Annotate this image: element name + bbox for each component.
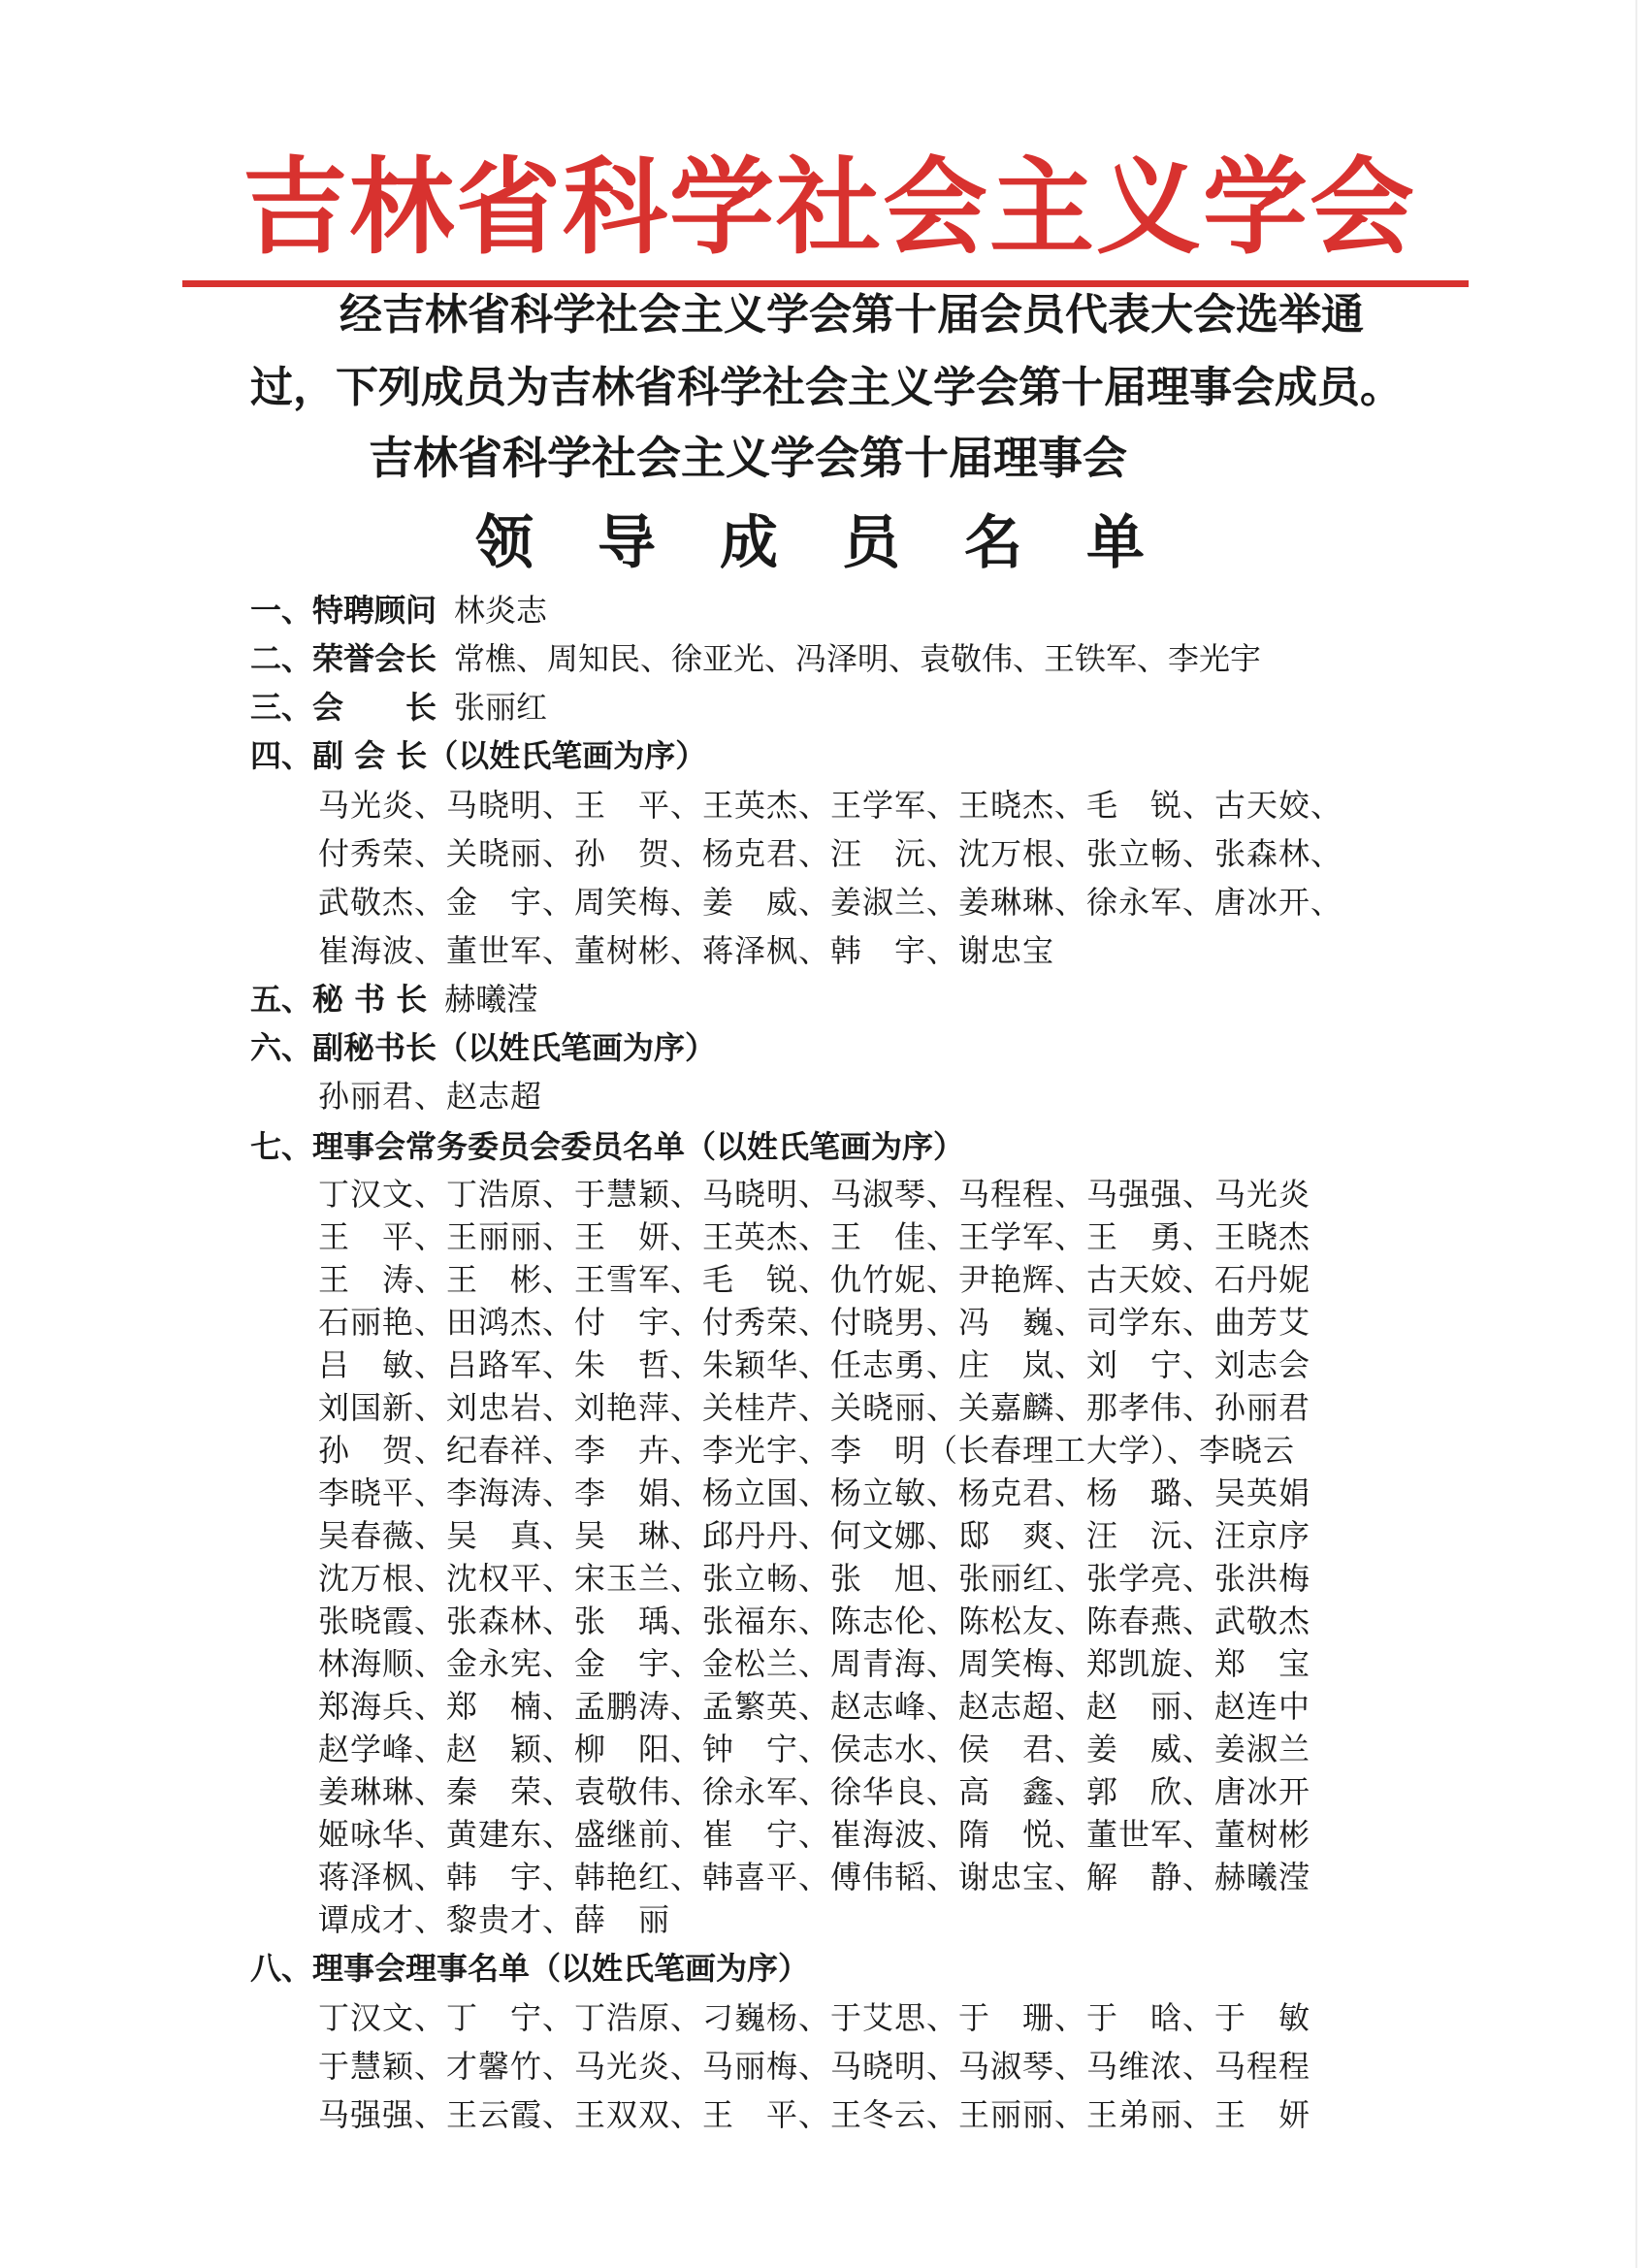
section-council-members [250, 1947, 809, 1990]
scan-edge [1635, 0, 1637, 2268]
name-list-line: 孙丽君、赵志超 [318, 1078, 543, 1115]
name-list-line: 马强强、王云霞、王双双、王 平、王冬云、王丽丽、王弟丽、王 妍 [318, 2096, 1311, 2133]
name-list-line: 张晓霞、张森林、张 瑀、张福东、陈志伦、陈松友、陈春燕、武敬杰 [318, 1603, 1311, 1639]
section-value: 常樵、周知民、徐亚光、冯泽明、袁敬伟、王铁军、李光宇 [454, 640, 1262, 677]
name-list-line: 吴春薇、吴 真、吴 琳、邱丹丹、何文娜、邸 爽、汪 沅、汪京序 [318, 1517, 1311, 1554]
name-list-line: 姜琳琳、秦 荣、袁敬伟、徐永军、徐华良、高 鑫、郭 欣、唐冰开 [318, 1773, 1311, 1810]
section-value: 赫曦滢 [444, 981, 538, 1018]
section-heading: 三、会 长 [250, 689, 437, 726]
name-list-line: 武敬杰、金 宇、周笑梅、姜 威、姜淑兰、姜琳琳、徐永军、唐冰开、 [318, 884, 1343, 921]
name-list-line: 姬咏华、黄建东、盛继前、崔 宁、崔海波、隋 悦、董世军、董树彬 [318, 1816, 1311, 1853]
name-list-line: 石丽艳、田鸿杰、付 宇、付秀荣、付晓男、冯 巍、司学东、曲芳艾 [318, 1304, 1311, 1341]
section-heading: 二、荣誉会长 [250, 640, 437, 677]
name-list-line: 孙 贺、纪春祥、李 卉、李光宇、李 明（长春理工大学）、李晓云 [318, 1432, 1296, 1469]
name-list-line: 马光炎、马晓明、王 平、王英杰、王学军、王晓杰、毛 锐、古天姣、 [318, 787, 1343, 824]
name-list-line: 蒋泽枫、韩 宇、韩艳红、韩喜平、傅伟韬、谢忠宝、解 静、赫曦滢 [318, 1859, 1311, 1895]
intro-line-1: 经吉林省科学社会主义学会第十届会员代表大会选举通 [340, 290, 1364, 340]
name-list-line: 郑海兵、郑 楠、孟鹏涛、孟繁英、赵志峰、赵志超、赵 丽、赵连中 [318, 1688, 1311, 1725]
section-honorary-president [250, 637, 1261, 680]
name-list-line: 于慧颖、才馨竹、马光炎、马丽梅、马晓明、马淑琴、马维浓、马程程 [318, 2048, 1311, 2085]
section-heading: 七、理事会常务委员会委员名单（以姓氏笔画为序） [250, 1128, 965, 1165]
section-heading: 八、理事会理事名单（以姓氏笔画为序） [250, 1950, 810, 1987]
name-list-line: 付秀荣、关晓丽、孙 贺、杨克君、汪 沅、沈万根、张立畅、张森林、 [318, 835, 1343, 872]
name-list-line: 林海顺、金永宪、金 宇、金松兰、周青海、周笑梅、郑凯旋、郑 宝 [318, 1645, 1311, 1682]
name-list-line: 沈万根、沈权平、宋玉兰、张立畅、张 旭、张丽红、张学亮、张洪梅 [318, 1560, 1311, 1597]
section-secretary-general [250, 978, 537, 1021]
name-list-line: 谭成才、黎贵才、薛 丽 [318, 1901, 671, 1938]
section-standing-committee [250, 1125, 964, 1168]
name-list-line: 刘国新、刘忠岩、刘艳萍、关桂芹、关晓丽、关嘉麟、那孝伟、孙丽君 [318, 1389, 1311, 1426]
name-list-line: 丁汉文、丁浩原、于慧颖、马晓明、马淑琴、马程程、马强强、马光炎 [318, 1176, 1311, 1213]
name-list-line: 李晓平、李海涛、李 娟、杨立国、杨立敏、杨克君、杨 璐、吴英娟 [318, 1474, 1311, 1511]
section-heading: 五、秘 书 长 [250, 981, 428, 1018]
section-heading: 六、副秘书长（以姓氏笔画为序） [250, 1029, 717, 1066]
section-heading: 一、特聘顾问 [250, 592, 437, 629]
section-deputy-secretary-general [250, 1026, 716, 1069]
intro-line-2: 过，下列成员为吉林省科学社会主义学会第十届理事会成员。 [250, 363, 1403, 412]
name-list-line: 赵学峰、赵 颖、柳 阳、钟 宁、侯志水、侯 君、姜 威、姜淑兰 [318, 1731, 1311, 1767]
name-list-line: 崔海波、董世军、董树彬、蒋泽枫、韩 宇、谢忠宝 [318, 932, 1055, 969]
council-subtitle: 吉林省科学社会主义学会第十届理事会 [369, 432, 1127, 484]
section-special-advisor [250, 589, 547, 632]
name-list-line: 丁汉文、丁 宁、丁浩原、刁巍杨、于艾思、于 珊、于 晗、于 敏 [318, 1999, 1311, 2036]
document-title: 领导成员名单 [475, 509, 1209, 577]
section-value: 林炎志 [454, 592, 548, 629]
section-heading: 四、副 会 长（以姓氏笔画为序） [250, 737, 707, 774]
name-list-line: 王 涛、王 彬、王雪军、毛 锐、仇竹妮、尹艳辉、古天姣、石丹妮 [318, 1261, 1311, 1298]
name-list-line: 王 平、王丽丽、王 妍、王英杰、王 佳、王学军、王 勇、王晓杰 [318, 1218, 1311, 1255]
section-president [250, 686, 547, 729]
section-value: 张丽红 [454, 689, 548, 726]
section-vice-president [250, 734, 706, 777]
name-list-line: 吕 敏、吕路军、朱 哲、朱颖华、任志勇、庄 岚、刘 宁、刘志会 [318, 1346, 1311, 1383]
organization-header: 吉林省科学社会主义学会 [242, 147, 1416, 269]
